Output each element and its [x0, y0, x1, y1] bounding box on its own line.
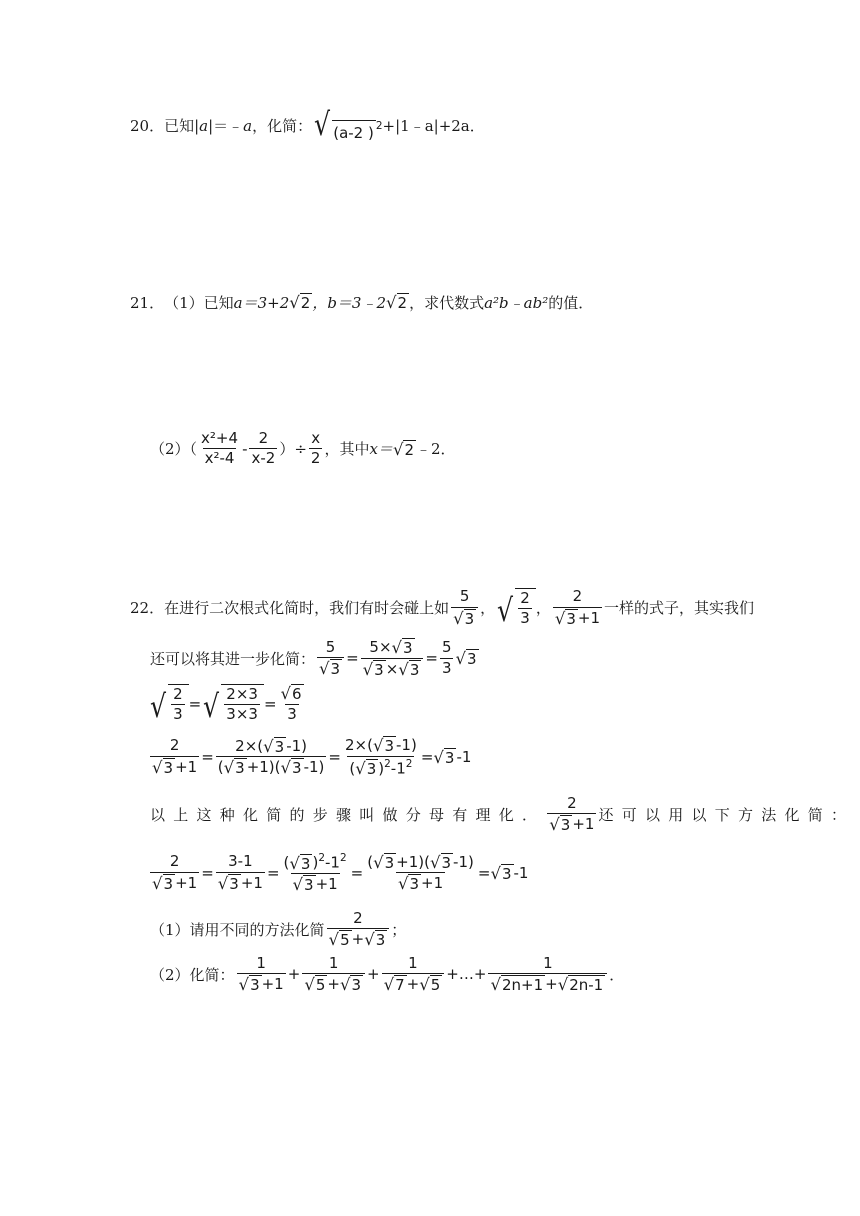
explanation [150, 795, 854, 834]
example-3: 2 √ 3 +1 = 2×( √ 3 -1) ( √ 3 +1)( √ 3 -1) = 2×( √ 3 -1) ( √ 3 )$^2-1^2$ = √ 3 -1 [152, 735, 472, 779]
fraction: 2×( √ 3 -1) ( √ 3 +1)( √ 3 -1) [217, 736, 325, 778]
variable-x: x＝ [369, 440, 393, 459]
question-21-part-2 [150, 430, 456, 468]
target-expression: a²b﹣ab² [484, 294, 549, 312]
fraction: 1 √ 7 + √ 5 [382, 955, 445, 994]
ellipsis: +…+ [446, 965, 487, 984]
radical-fraction: √ $\frac{2}{3}$ [495, 588, 536, 628]
part-label: （1）已知 [164, 294, 234, 312]
question-text: ，其中 [324, 440, 370, 459]
radical-expression: √ (a-2 ) [314, 107, 374, 143]
fraction: 2 √ 3 +1 [152, 852, 198, 893]
question-20-text-b: |＝﹣ [208, 117, 244, 136]
question-20-text-a: 已知| [164, 117, 200, 136]
equals-sign: = [201, 863, 214, 882]
fraction: ( √ 3 +1)( √ 3 -1) √ 3 +1 [367, 852, 474, 894]
equals-sign: = [328, 747, 341, 766]
question-20-tail: +|1﹣a|+2a． [382, 117, 485, 136]
minus-sign: - [242, 439, 248, 458]
equals-sign: = [420, 747, 434, 766]
sub-question-2: （2）化简： 1 √ 3 +1 + 1 √ 5 + √ 3 + 1 √ 7 + √ 5 +…+ 1 √ 2n+1 + √ 2n-1 ． [150, 954, 625, 995]
radical: √ 3 [490, 863, 512, 883]
sub-question-text: （2）化简： [150, 965, 235, 984]
radical: √ 3 [433, 747, 455, 767]
sub-question-end: ； [391, 920, 407, 939]
expression-b: ，b＝3﹣2 [312, 294, 387, 312]
fraction: 2 √ 3 +1 [549, 794, 595, 835]
fraction: $\frac{\text{x²+4}}{\text{x²-4}}$ [201, 429, 239, 468]
equals-sign: = [477, 863, 491, 882]
separator: ， [480, 599, 496, 618]
fraction: 3-1 √ 3 +1 [217, 852, 263, 893]
sub-question-text: （1）请用不同的方法化简 [150, 920, 325, 939]
fraction: $\frac{x}{2}$ [310, 429, 321, 468]
equals-sign: = [346, 649, 359, 667]
question-end: ﹣2． [416, 440, 456, 459]
alternative-method: 2 √ 3 +1 = 3-1 √ 3 +1 = ( √ 3 )$^2-1^2$ √ 3 +1 = ( √ 3 +1)( √ 3 -1) √ 3 +1 = √ 3 -1 [152, 852, 529, 895]
example-1 [150, 638, 479, 678]
question-21-part-1 [130, 292, 593, 313]
radical-two: √ 2 [289, 293, 311, 313]
fraction: √ 6 3 [280, 684, 302, 723]
fraction: 5× √ 3 √ 3 × √ 3 [361, 638, 424, 678]
intro-text: 在进行二次根式化简时，我们有时会碰上如 [164, 599, 450, 618]
radical: √ 3 [455, 648, 477, 668]
sub-question-end: ． [609, 965, 625, 984]
fraction: 1 √ 5 + √ 3 [302, 955, 365, 994]
question-22-intro [130, 588, 754, 628]
question-20-number: 20． [130, 117, 165, 136]
variable-a: a [199, 116, 209, 135]
fraction: $\frac{5}{3}$ [441, 638, 452, 677]
radical-two: √ 2 [392, 439, 414, 459]
fraction: 2 √ 3 +1 [554, 587, 601, 628]
fraction: 1 √ 2n+1 + √ 2n-1 [488, 955, 607, 994]
expression-a: a＝3+2 [233, 294, 290, 312]
radical-fraction: √ $\frac{2\times 3}{3\times 3}$ [201, 684, 264, 724]
fraction: 5 √ 3 [317, 639, 344, 678]
equals-sign: = [201, 747, 214, 766]
fraction: 2 √ 5 + √ 3 [327, 910, 390, 949]
sub-question-1 [150, 910, 406, 949]
variable-a: a [243, 116, 253, 135]
question-20 [130, 107, 485, 143]
line-text: 还可以将其进一步化简： [150, 649, 316, 668]
equals-sign: = [263, 694, 277, 713]
intro-tail: 一样的式子，其实我们 [604, 599, 755, 618]
fraction: 1 √ 3 +1 [238, 954, 284, 995]
equals-sign: = [266, 863, 280, 882]
explanation-text: 以上这种化简的步骤叫做分母有理化． [150, 805, 546, 824]
fraction: 2×( √ 3 -1) ( √ 3 )$^2-1^2$ [344, 735, 417, 779]
fraction: 2 √ 3 +1 [152, 736, 198, 777]
radical-two: √ 2 [386, 293, 408, 313]
explanation-tail: 还可以用以下方法化简： [598, 805, 855, 824]
fraction: ( √ 3 )$^2-1^2$ √ 3 +1 [283, 852, 347, 895]
equals-sign: = [425, 649, 438, 667]
question-20-text-c: ，化简： [252, 117, 313, 136]
question-end: 的值． [548, 294, 594, 312]
question-21-number: 21． [130, 294, 165, 312]
equals-sign: = [350, 863, 364, 882]
fraction: 5 √ 3 [451, 588, 478, 627]
exponent: 2 [375, 119, 383, 132]
radical-fraction: √ $\frac{2}{3}$ [148, 684, 189, 724]
part-label: （2）（ [150, 440, 198, 459]
example-2 [148, 684, 308, 724]
fraction: $\frac{2}{x-2}$ [251, 429, 276, 468]
question-text: ，求代数式 [409, 294, 485, 312]
divide-sign: ）÷ [279, 440, 307, 459]
equals-sign: = [188, 694, 202, 713]
separator: ， [535, 599, 551, 618]
question-22-number: 22． [130, 599, 165, 618]
